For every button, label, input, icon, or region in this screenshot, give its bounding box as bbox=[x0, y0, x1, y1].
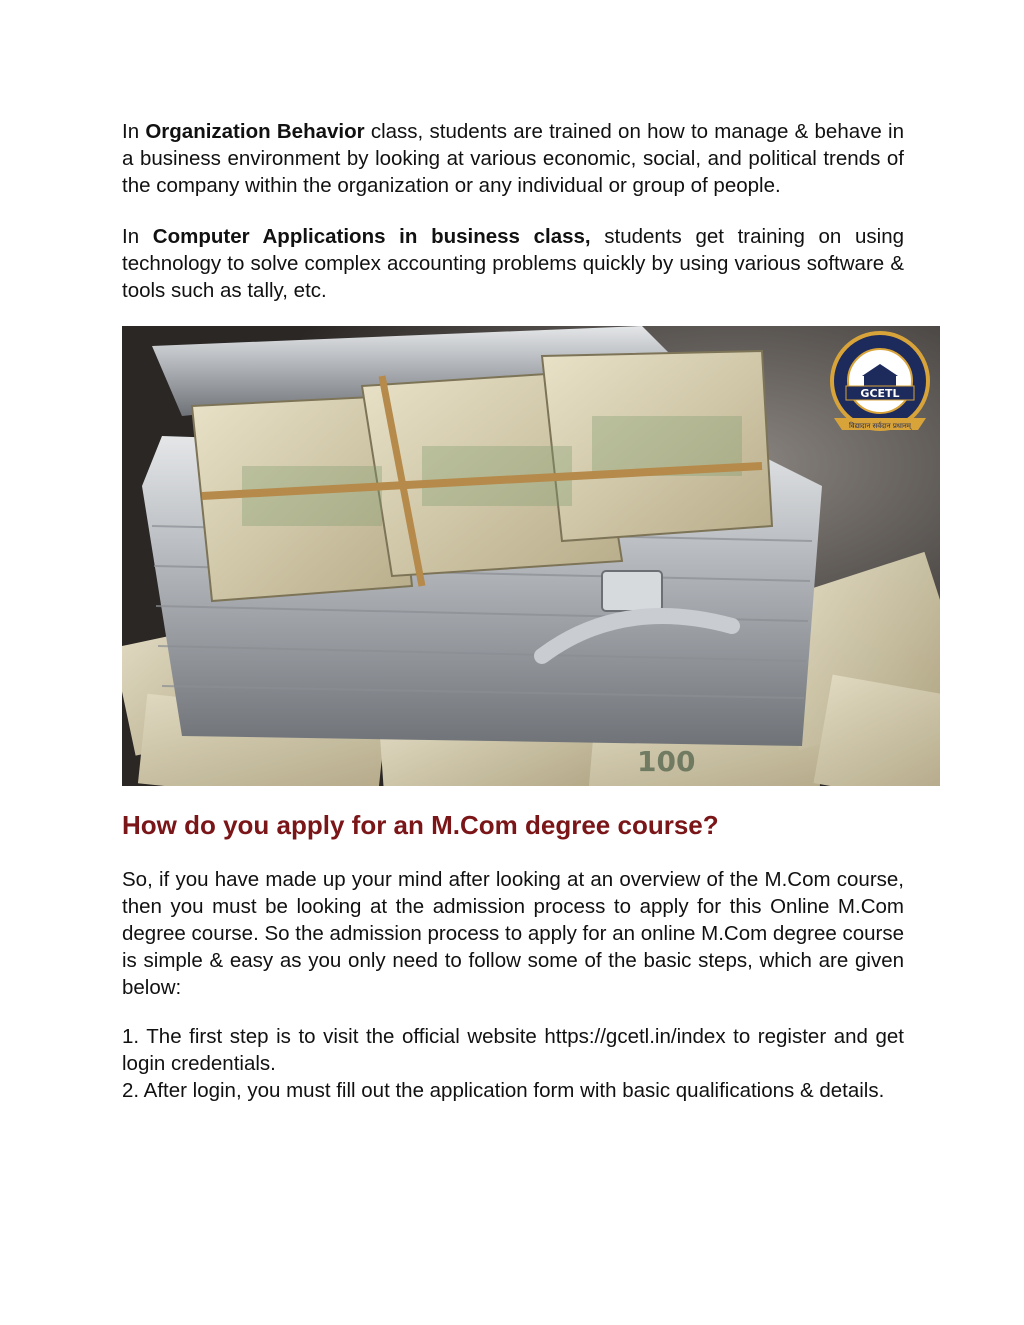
logo-wordmark: GCETL bbox=[860, 387, 900, 400]
paragraph-body: class, students are trained on how to manage & behave in a business environment by looking at various economic, social, and political trends of the company within the organization or any individual or group of people. bbox=[122, 120, 904, 197]
paragraph-prefix: In bbox=[122, 120, 146, 143]
bill-denomination-label: 100 bbox=[637, 745, 696, 778]
paragraph-computer-applications bbox=[122, 223, 904, 304]
paragraph-prefix: In bbox=[122, 225, 153, 248]
money-briefcase-image bbox=[122, 326, 940, 786]
bold-term-organization-behavior: Organization Behavior bbox=[145, 120, 365, 143]
logo-motto: विद्यादान सर्वदान प्रधानम् bbox=[848, 422, 912, 430]
bold-term-computer-applications: Computer Applications in business class, bbox=[152, 225, 591, 248]
briefcase-illustration bbox=[122, 326, 940, 786]
section-heading: How do you apply for an M.Com degree course? bbox=[122, 810, 719, 840]
gcetl-logo-icon bbox=[832, 333, 928, 430]
paragraph-body: students get training on using technology to solve complex accounting problems quickly by using various software & tools such as tally, etc. bbox=[122, 225, 905, 302]
step-item: 2. After login, you must fill out the application form with basic qualifications & details. bbox=[122, 1079, 885, 1102]
paragraph-apply-overview: So, if you have made up your mind after looking at an overview of the M.Com course, then you must be looking at the admission process to apply for this Online M.Com degree course. So the admission process to apply for an online M.Com degree course is simple & easy as you only need to follow some of the basic steps, which are given below: bbox=[122, 868, 904, 999]
step-item: 1. The first step is to visit the official website https://gcetl.in/index to register and get login credentials. bbox=[122, 1025, 904, 1075]
paragraph-organization-behavior bbox=[122, 118, 904, 199]
document-page bbox=[122, 118, 912, 1104]
